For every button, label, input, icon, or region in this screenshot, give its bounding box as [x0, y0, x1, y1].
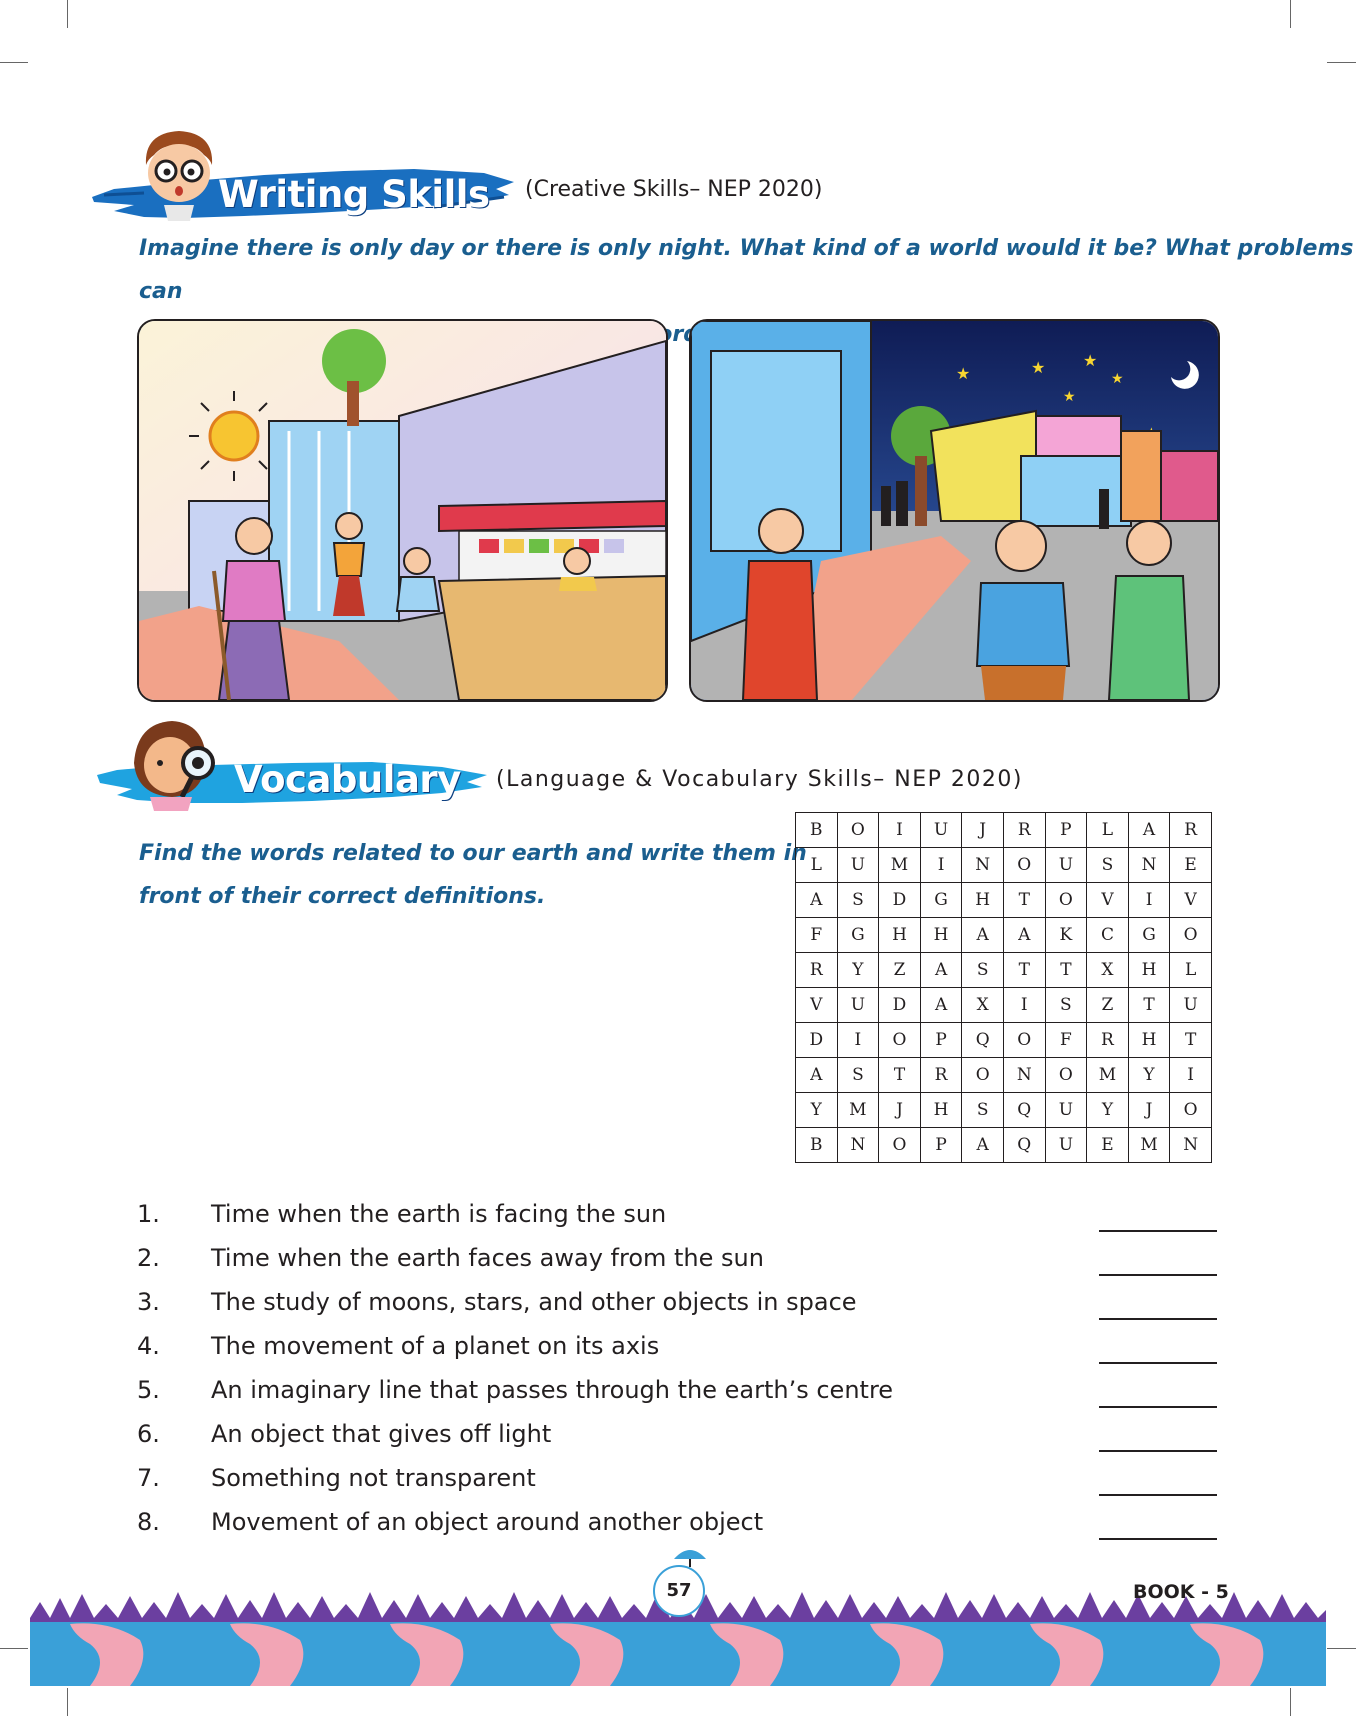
definition-text: Time when the earth faces away from the sun: [211, 1244, 764, 1272]
grid-cell[interactable]: Q: [1003, 1093, 1045, 1128]
grid-cell[interactable]: U: [920, 813, 962, 848]
grid-cell[interactable]: L: [796, 848, 838, 883]
grid-cell[interactable]: I: [920, 848, 962, 883]
crop-mark: [0, 1648, 28, 1649]
grid-cell[interactable]: U: [837, 988, 879, 1023]
grid-cell[interactable]: T: [1003, 953, 1045, 988]
grid-cell[interactable]: X: [1087, 953, 1129, 988]
definition-text: Something not transparent: [211, 1464, 536, 1492]
definition-item: [137, 1280, 1217, 1324]
grid-cell[interactable]: R: [1003, 813, 1045, 848]
grid-cell[interactable]: P: [920, 1128, 962, 1163]
grid-cell[interactable]: M: [879, 848, 921, 883]
grid-cell[interactable]: T: [1045, 953, 1087, 988]
page-number: 57: [653, 1565, 705, 1617]
writing-skills-subtitle: (Creative Skills– NEP 2020): [525, 177, 823, 202]
grid-cell[interactable]: O: [837, 813, 879, 848]
grid-cell[interactable]: C: [1087, 918, 1129, 953]
grid-cell[interactable]: S: [1045, 988, 1087, 1023]
grid-cell[interactable]: K: [1045, 918, 1087, 953]
writing-instruction-line-2: words.: [636, 322, 721, 347]
grid-cell[interactable]: O: [1170, 1093, 1212, 1128]
grid-cell[interactable]: Y: [1128, 1058, 1170, 1093]
grid-cell[interactable]: Y: [1087, 1093, 1129, 1128]
water-band: [30, 1622, 1326, 1686]
grid-row: [796, 1128, 1212, 1163]
word-search-grid: [795, 812, 1212, 1163]
grid-cell[interactable]: T: [1170, 1023, 1212, 1058]
grid-cell[interactable]: V: [796, 988, 838, 1023]
umbrella-icon: [672, 1543, 708, 1567]
grid-cell[interactable]: I: [879, 813, 921, 848]
grid-cell[interactable]: D: [879, 988, 921, 1023]
definition-item: [137, 1324, 1217, 1368]
grid-cell[interactable]: G: [1128, 918, 1170, 953]
grid-cell[interactable]: U: [1045, 848, 1087, 883]
grid-cell[interactable]: P: [1045, 813, 1087, 848]
definition-item: [137, 1236, 1217, 1280]
grid-cell[interactable]: N: [837, 1128, 879, 1163]
grid-cell[interactable]: A: [962, 1128, 1004, 1163]
grid-cell[interactable]: S: [962, 1093, 1004, 1128]
grid-row: [796, 988, 1212, 1023]
grid-cell[interactable]: X: [962, 988, 1004, 1023]
grid-cell[interactable]: T: [1128, 988, 1170, 1023]
grid-cell[interactable]: N: [1128, 848, 1170, 883]
answer-blank[interactable]: [1099, 1362, 1217, 1364]
grid-cell[interactable]: Y: [796, 1093, 838, 1128]
grid-cell[interactable]: S: [962, 953, 1004, 988]
grid-cell[interactable]: N: [1170, 1128, 1212, 1163]
walking-man-icon: [333, 513, 365, 616]
grid-cell[interactable]: P: [920, 1023, 962, 1058]
svg-text:★: ★: [1031, 358, 1046, 377]
definition-text: The movement of a planet on its axis: [211, 1332, 660, 1360]
grid-cell[interactable]: O: [1003, 848, 1045, 883]
grid-cell[interactable]: S: [1087, 848, 1129, 883]
grid-cell[interactable]: O: [1045, 883, 1087, 918]
grid-cell[interactable]: I: [1003, 988, 1045, 1023]
grid-cell[interactable]: H: [1128, 1023, 1170, 1058]
definition-item: [137, 1456, 1217, 1500]
grid-cell[interactable]: M: [837, 1093, 879, 1128]
answer-blank[interactable]: [1099, 1538, 1217, 1540]
grid-cell[interactable]: U: [1045, 1093, 1087, 1128]
grid-cell[interactable]: R: [920, 1058, 962, 1093]
definition-number: 3.: [137, 1288, 160, 1316]
crop-mark: [67, 0, 68, 28]
grid-row: [796, 848, 1212, 883]
answer-blank[interactable]: [1099, 1318, 1217, 1320]
definition-text: Time when the earth is facing the sun: [211, 1200, 667, 1228]
grid-cell[interactable]: R: [796, 953, 838, 988]
grid-cell[interactable]: Z: [1087, 988, 1129, 1023]
grid-cell[interactable]: J: [1128, 1093, 1170, 1128]
definition-number: 4.: [137, 1332, 160, 1360]
grid-cell[interactable]: V: [1170, 883, 1212, 918]
grid-cell[interactable]: H: [920, 918, 962, 953]
grid-cell[interactable]: J: [879, 1093, 921, 1128]
answer-blank[interactable]: [1099, 1230, 1217, 1232]
grid-cell[interactable]: U: [1045, 1128, 1087, 1163]
writing-skills-title: Writing Skills: [218, 173, 490, 216]
nighttime-street-picture: [689, 319, 1220, 702]
grid-cell[interactable]: N: [1003, 1058, 1045, 1093]
grid-cell[interactable]: Q: [1003, 1128, 1045, 1163]
grid-cell[interactable]: Q: [962, 1023, 1004, 1058]
grid-cell[interactable]: M: [1087, 1058, 1129, 1093]
grid-cell[interactable]: O: [1170, 918, 1212, 953]
crop-mark: [67, 1688, 68, 1716]
answer-blank[interactable]: [1099, 1406, 1217, 1408]
crop-mark: [0, 62, 28, 63]
vocabulary-subtitle: (Language & Vocabulary Skills– NEP 2020): [496, 767, 1023, 792]
definition-number: 8.: [137, 1508, 160, 1536]
grid-cell[interactable]: E: [1087, 1128, 1129, 1163]
definition-item: [137, 1192, 1217, 1236]
grid-cell[interactable]: H: [962, 883, 1004, 918]
grid-cell[interactable]: O: [879, 1023, 921, 1058]
definition-text: An object that gives off light: [211, 1420, 552, 1448]
grid-cell[interactable]: T: [1003, 883, 1045, 918]
grid-cell[interactable]: A: [962, 918, 1004, 953]
grid-cell[interactable]: E: [1170, 848, 1212, 883]
svg-text:★: ★: [956, 364, 971, 383]
vocabulary-title: Vocabulary: [234, 758, 461, 801]
grid-cell[interactable]: R: [1087, 1023, 1129, 1058]
definition-item: [137, 1412, 1217, 1456]
grid-cell[interactable]: I: [1128, 883, 1170, 918]
grid-cell[interactable]: U: [1170, 988, 1212, 1023]
grid-cell[interactable]: L: [1087, 813, 1129, 848]
grid-cell[interactable]: O: [1045, 1058, 1087, 1093]
grid-row: [796, 1058, 1212, 1093]
grid-cell[interactable]: O: [962, 1058, 1004, 1093]
svg-text:★: ★: [1063, 389, 1076, 405]
definition-text: The study of moons, stars, and other objects in space: [211, 1288, 857, 1316]
grid-row: [796, 953, 1212, 988]
vocabulary-instruction-line-1: Find the words related to our earth and write them in: [139, 841, 807, 866]
grid-cell[interactable]: O: [1003, 1023, 1045, 1058]
grid-cell[interactable]: D: [879, 883, 921, 918]
svg-text:★: ★: [1083, 351, 1098, 370]
grid-cell[interactable]: A: [920, 988, 962, 1023]
vocabulary-instruction: [139, 832, 807, 918]
grid-cell[interactable]: D: [796, 1023, 838, 1058]
answer-blank[interactable]: [1099, 1274, 1217, 1276]
grid-cell[interactable]: I: [1170, 1058, 1212, 1093]
grid-row: [796, 1023, 1212, 1058]
grid-cell[interactable]: M: [1128, 1128, 1170, 1163]
definition-number: 5.: [137, 1376, 160, 1404]
definition-text: An imaginary line that passes through the earth’s centre: [211, 1376, 894, 1404]
grid-row: [796, 918, 1212, 953]
definition-number: 6.: [137, 1420, 160, 1448]
grid-cell[interactable]: N: [962, 848, 1004, 883]
grid-cell[interactable]: Z: [879, 953, 921, 988]
daytime-street-picture: [137, 319, 668, 702]
grid-cell[interactable]: H: [920, 1093, 962, 1128]
svg-text:★: ★: [1111, 371, 1124, 387]
definition-item: [137, 1500, 1217, 1544]
grid-cell[interactable]: G: [837, 918, 879, 953]
grid-cell[interactable]: A: [1128, 813, 1170, 848]
grid-cell[interactable]: H: [879, 918, 921, 953]
grid-cell[interactable]: S: [837, 1058, 879, 1093]
crop-mark: [1290, 0, 1291, 28]
definition-text: Movement of an object around another object: [211, 1508, 764, 1536]
grid-cell[interactable]: S: [837, 883, 879, 918]
grid-row: [796, 813, 1212, 848]
definition-number: 1.: [137, 1200, 160, 1228]
answer-blank[interactable]: [1099, 1450, 1217, 1452]
grid-row: [796, 883, 1212, 918]
grid-cell[interactable]: I: [837, 1023, 879, 1058]
book-label: BOOK - 5: [1133, 1581, 1229, 1603]
grid-cell[interactable]: T: [879, 1058, 921, 1093]
crop-mark: [1290, 1688, 1291, 1716]
grid-cell[interactable]: B: [796, 1128, 838, 1163]
grid-cell[interactable]: A: [920, 953, 962, 988]
grid-cell[interactable]: A: [796, 883, 838, 918]
grid-cell[interactable]: L: [1170, 953, 1212, 988]
grid-cell[interactable]: G: [920, 883, 962, 918]
grid-cell[interactable]: H: [1128, 953, 1170, 988]
grid-cell[interactable]: F: [796, 918, 838, 953]
vocabulary-instruction-line-2: front of their correct definitions.: [139, 884, 546, 909]
definition-number: 7.: [137, 1464, 160, 1492]
grid-cell[interactable]: B: [796, 813, 838, 848]
grid-cell[interactable]: Y: [837, 953, 879, 988]
grid-cell[interactable]: F: [1045, 1023, 1087, 1058]
definition-number: 2.: [137, 1244, 160, 1272]
grid-cell[interactable]: R: [1170, 813, 1212, 848]
grid-cell[interactable]: O: [879, 1128, 921, 1163]
grid-row: [796, 1093, 1212, 1128]
definition-item: [137, 1368, 1217, 1412]
grid-cell[interactable]: A: [796, 1058, 838, 1093]
grid-cell[interactable]: V: [1087, 883, 1129, 918]
grid-cell[interactable]: A: [1003, 918, 1045, 953]
crop-mark: [1327, 62, 1356, 63]
answer-blank[interactable]: [1099, 1494, 1217, 1496]
grid-cell[interactable]: J: [962, 813, 1004, 848]
crop-mark: [1327, 1648, 1356, 1649]
grid-cell[interactable]: U: [837, 848, 879, 883]
writing-instruction-line-1: Imagine there is only day or there is only night. What kind of a world would it be? What problems can: [139, 236, 1354, 304]
